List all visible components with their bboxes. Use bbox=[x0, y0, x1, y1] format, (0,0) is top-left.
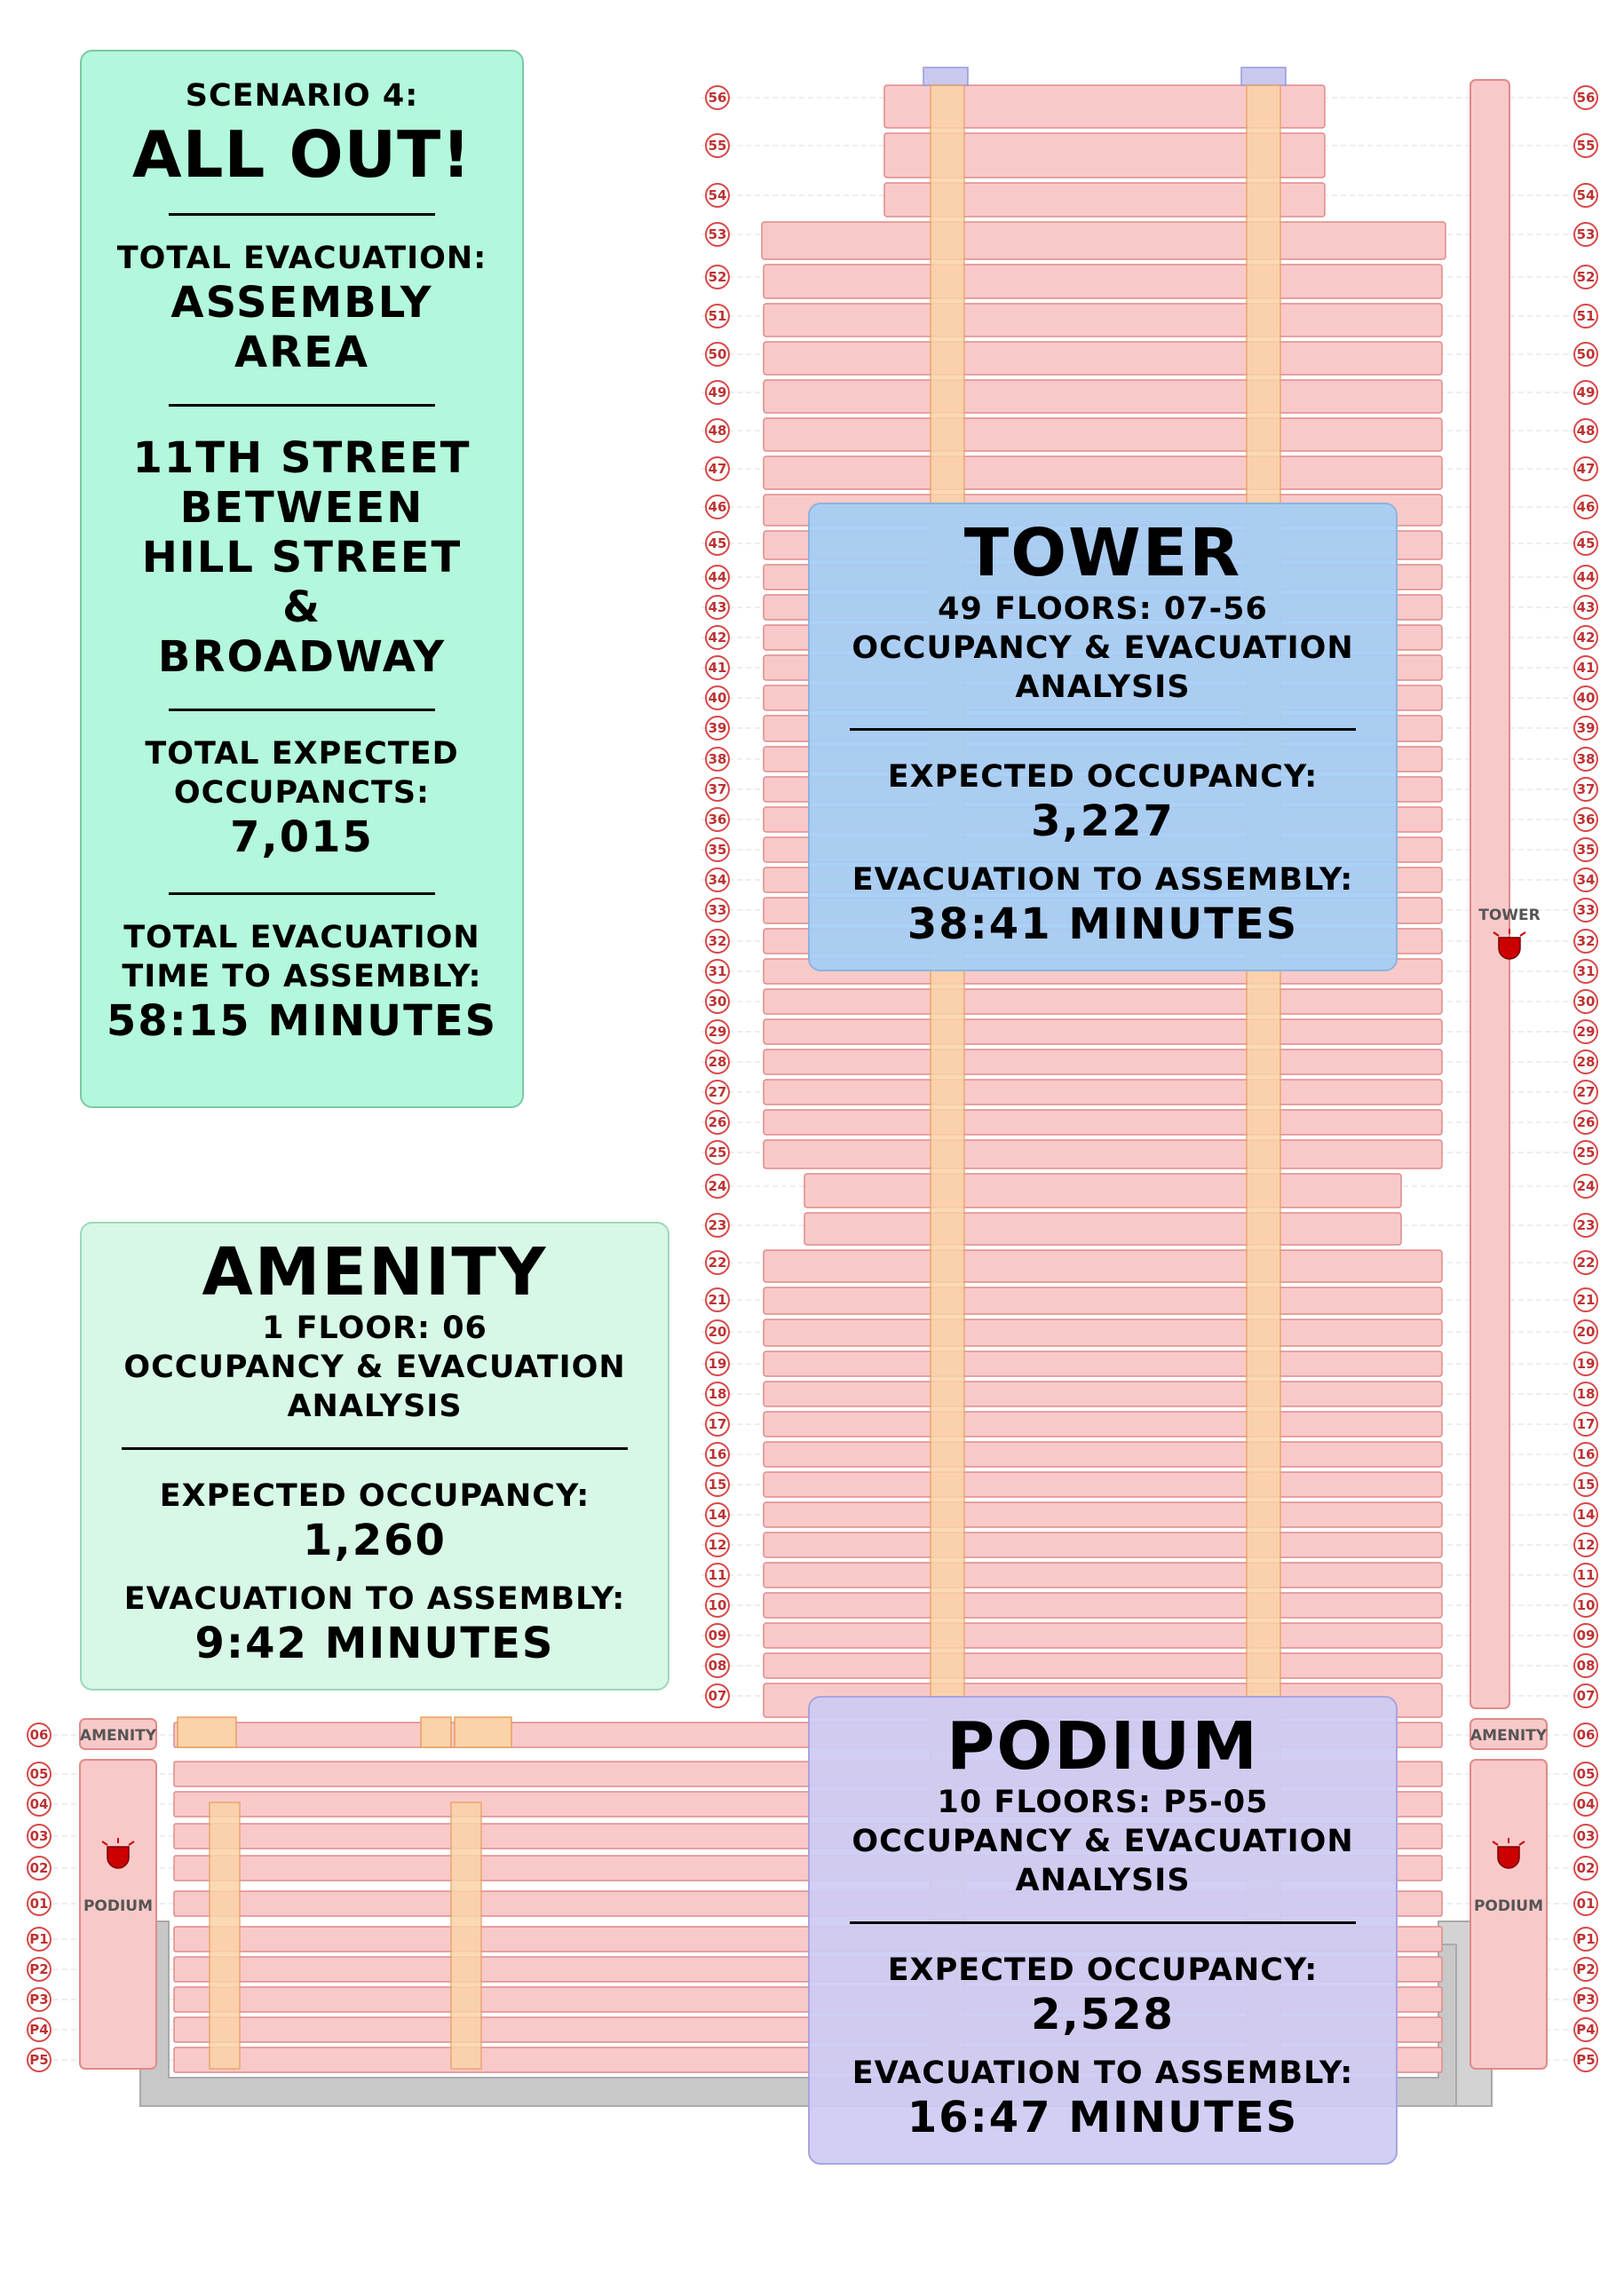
floor-label-text: 29 bbox=[1576, 1024, 1596, 1040]
floor-plate bbox=[764, 1250, 1442, 1282]
floor-plate bbox=[764, 380, 1442, 413]
floor-label-text: 50 bbox=[1576, 346, 1596, 362]
amenity-occupancy-label: EXPECTED OCCUPANCY: bbox=[159, 1478, 590, 1514]
floor-label-text: P5 bbox=[29, 2052, 49, 2068]
podium-evac-value: 16:47 MINUTES bbox=[907, 2093, 1299, 2142]
floor-label-text: P1 bbox=[1576, 1931, 1596, 1947]
floor-label-text: 52 bbox=[708, 269, 727, 285]
podium-analysis-2: ANALYSIS bbox=[1015, 1863, 1191, 1898]
floor-label-text: 05 bbox=[1576, 1766, 1596, 1782]
floor-label-text: 42 bbox=[1576, 630, 1596, 645]
divider bbox=[850, 728, 1356, 731]
stair-core-shaft bbox=[210, 1802, 240, 2069]
tower-panel bbox=[808, 503, 1398, 971]
floor-label-text: 09 bbox=[1576, 1628, 1596, 1643]
floor-label-text: P4 bbox=[29, 2022, 49, 2038]
fire-alarm-icon-ray bbox=[1520, 932, 1525, 936]
podium-analysis-1: OCCUPANCY & EVACUATION bbox=[852, 1824, 1354, 1859]
floor-label-text: 50 bbox=[708, 346, 727, 362]
floor-plate bbox=[764, 1319, 1442, 1346]
floor-plate bbox=[764, 989, 1442, 1014]
floor-label-text: 19 bbox=[708, 1356, 727, 1372]
floor-label-text: 16 bbox=[1576, 1446, 1596, 1462]
floor-label-text: 07 bbox=[1576, 1688, 1596, 1704]
floor-label-text: 30 bbox=[1576, 994, 1596, 1010]
podium-evac-label: EVACUATION TO ASSEMBLY: bbox=[852, 2055, 1354, 2091]
floor-label-text: P3 bbox=[29, 1992, 49, 2008]
floor-label-text: 42 bbox=[708, 630, 727, 645]
floor-label-text: 23 bbox=[1576, 1217, 1596, 1233]
floor-label-text: 15 bbox=[1576, 1477, 1596, 1493]
total-evacuation-value-1: ASSEMBLY bbox=[170, 278, 433, 328]
amenity-side-label-right: AMENITY bbox=[1470, 1727, 1548, 1745]
floor-label-text: 21 bbox=[708, 1292, 727, 1308]
floor-label-text: 26 bbox=[708, 1114, 727, 1130]
floor-label-text: 03 bbox=[1576, 1828, 1596, 1844]
scenario-title: ALL OUT! bbox=[131, 117, 472, 192]
floor-label-text: 55 bbox=[708, 138, 727, 154]
floor-label-text: 26 bbox=[1576, 1114, 1596, 1130]
roof-element bbox=[1241, 67, 1286, 85]
floor-plate bbox=[804, 1174, 1401, 1208]
floor-label-text: 55 bbox=[1576, 138, 1596, 154]
floor-plate bbox=[764, 265, 1442, 298]
amenity-core-block bbox=[455, 1717, 511, 1747]
floor-plate bbox=[762, 222, 1446, 259]
divider bbox=[850, 1921, 1356, 1924]
divider bbox=[169, 892, 435, 895]
floor-label-text: 36 bbox=[1576, 812, 1596, 828]
total-evacuation-value-2: AREA bbox=[234, 328, 370, 377]
floor-label-text: 34 bbox=[708, 872, 727, 888]
occupants-value: 7,015 bbox=[230, 812, 374, 862]
floor-label-text: 06 bbox=[1576, 1727, 1596, 1743]
amenity-core-block bbox=[178, 1717, 236, 1747]
floor-label-text: 03 bbox=[29, 1828, 49, 1844]
floor-label-text: 29 bbox=[708, 1024, 727, 1040]
amenity-analysis-2: ANALYSIS bbox=[287, 1389, 463, 1424]
floor-label-text: 16 bbox=[708, 1446, 727, 1462]
floor-label-text: 39 bbox=[708, 720, 727, 736]
amenity-floors: 1 FLOOR: 06 bbox=[262, 1311, 487, 1346]
floor-label-text: 21 bbox=[1576, 1292, 1596, 1308]
location-line-1: 11TH STREET bbox=[132, 433, 471, 483]
floor-plate bbox=[764, 456, 1442, 489]
time-label-1: TOTAL EVACUATION bbox=[123, 920, 480, 955]
floor-label-text: 02 bbox=[1576, 1860, 1596, 1876]
floor-label-text: 35 bbox=[708, 842, 727, 858]
floor-plate bbox=[764, 1412, 1442, 1437]
amenity-core-block bbox=[421, 1717, 451, 1747]
floor-label-text: 45 bbox=[1576, 535, 1596, 551]
floor-label-text: 33 bbox=[708, 902, 727, 918]
floor-plate bbox=[764, 418, 1442, 451]
floor-label-text: 34 bbox=[1576, 872, 1596, 888]
stair-core-shaft bbox=[451, 1802, 481, 2069]
floor-label-text: 08 bbox=[708, 1658, 727, 1674]
floor-plate bbox=[764, 1442, 1442, 1467]
floor-label-text: 27 bbox=[708, 1084, 727, 1100]
floor-label-text: 56 bbox=[1576, 90, 1596, 106]
floor-plate bbox=[764, 342, 1442, 375]
floor-label-text: 44 bbox=[708, 569, 727, 585]
divider bbox=[169, 404, 435, 407]
floor-label-text: 09 bbox=[708, 1628, 727, 1643]
fire-alarm-icon bbox=[107, 1847, 129, 1868]
tower-side-bar bbox=[1470, 80, 1509, 1708]
floor-label-text: 30 bbox=[708, 994, 727, 1010]
occupants-label-1: TOTAL EXPECTED bbox=[145, 736, 459, 772]
floor-label-text: 23 bbox=[708, 1217, 727, 1233]
floor-label-text: 11 bbox=[708, 1567, 727, 1583]
floor-label-text: P3 bbox=[1576, 1992, 1596, 2008]
floor-plate bbox=[764, 1382, 1442, 1406]
floor-label-text: 01 bbox=[29, 1896, 49, 1912]
floor-label-text: 38 bbox=[708, 751, 727, 767]
tower-title: TOWER bbox=[963, 515, 1242, 591]
tower-occupancy-value: 3,227 bbox=[1031, 796, 1175, 846]
floor-plate bbox=[764, 1532, 1442, 1557]
floor-label-text: 10 bbox=[1576, 1597, 1596, 1613]
floor-label-text: 20 bbox=[708, 1324, 727, 1340]
amenity-occupancy-value: 1,260 bbox=[303, 1516, 447, 1565]
tower-occupancy-label: EXPECTED OCCUPANCY: bbox=[887, 759, 1319, 795]
location-line-3: HILL STREET bbox=[141, 533, 463, 582]
floor-label-text: 02 bbox=[29, 1860, 49, 1876]
floor-plate bbox=[764, 1623, 1442, 1648]
floor-plate bbox=[764, 1472, 1442, 1497]
floor-label-text: P5 bbox=[1576, 2052, 1596, 2068]
floor-label-text: 22 bbox=[708, 1255, 727, 1271]
floor-label-text: 39 bbox=[1576, 720, 1596, 736]
floor-label-text: P4 bbox=[1576, 2022, 1596, 2038]
tower-analysis-1: OCCUPANCY & EVACUATION bbox=[852, 630, 1354, 666]
floor-label-text: 52 bbox=[1576, 269, 1596, 285]
floor-label-text: 28 bbox=[708, 1054, 727, 1070]
floor-label-text: 54 bbox=[1576, 187, 1596, 203]
floor-label-text: 51 bbox=[1576, 308, 1596, 324]
floor-label-text: 07 bbox=[708, 1688, 727, 1704]
divider bbox=[169, 213, 435, 216]
amenity-evac-value: 9:42 MINUTES bbox=[194, 1619, 555, 1668]
floor-label-text: 46 bbox=[708, 499, 727, 515]
floor-label-text: 47 bbox=[708, 461, 727, 477]
podium-floors: 10 FLOORS: P5-05 bbox=[937, 1785, 1269, 1820]
floor-plate bbox=[764, 1019, 1442, 1044]
floor-label-text: 06 bbox=[29, 1727, 49, 1743]
floor-label-text: 31 bbox=[708, 963, 727, 979]
floor-label-text: 41 bbox=[1576, 660, 1596, 676]
floor-label-text: 04 bbox=[1576, 1796, 1596, 1812]
floor-plate bbox=[764, 1140, 1442, 1168]
podium-title: PODIUM bbox=[947, 1708, 1259, 1785]
location-line-2: BETWEEN bbox=[179, 483, 424, 533]
floor-label-text: 25 bbox=[708, 1144, 727, 1160]
tower-floors: 49 FLOORS: 07-56 bbox=[938, 591, 1268, 627]
floor-label-text: 12 bbox=[1576, 1537, 1596, 1553]
floor-label-text: 18 bbox=[708, 1386, 727, 1402]
floor-label-text: 20 bbox=[1576, 1324, 1596, 1340]
floor-label-text: 32 bbox=[1576, 933, 1596, 949]
floor-plate bbox=[764, 1653, 1442, 1678]
floor-label-text: 36 bbox=[708, 812, 727, 828]
tower-side-label: TOWER bbox=[1478, 907, 1541, 924]
floor-label-text: 15 bbox=[708, 1477, 727, 1493]
floor-label-text: 37 bbox=[1576, 781, 1596, 797]
amenity-title: AMENITY bbox=[202, 1234, 548, 1311]
podium-side-label-left: PODIUM bbox=[83, 1897, 154, 1915]
floor-label-text: 17 bbox=[1576, 1416, 1596, 1432]
floor-label-text: 49 bbox=[1576, 384, 1596, 400]
floor-label-text: 32 bbox=[708, 933, 727, 949]
floor-label-text: 56 bbox=[708, 90, 727, 106]
floor-plate bbox=[764, 1563, 1442, 1588]
floor-label-text: 43 bbox=[1576, 599, 1596, 615]
amenity-analysis-1: OCCUPANCY & EVACUATION bbox=[123, 1350, 626, 1385]
floor-plate bbox=[764, 1502, 1442, 1527]
tower-evac-label: EVACUATION TO ASSEMBLY: bbox=[852, 862, 1354, 898]
floor-label-text: 47 bbox=[1576, 461, 1596, 477]
floor-label-text: 19 bbox=[1576, 1356, 1596, 1372]
floor-label-text: 37 bbox=[708, 781, 727, 797]
amenity-side-label-left: AMENITY bbox=[79, 1727, 157, 1745]
floor-label-text: 41 bbox=[708, 660, 727, 676]
floor-label-text: 51 bbox=[708, 308, 727, 324]
floor-label-text: 17 bbox=[708, 1416, 727, 1432]
floor-label-text: P1 bbox=[29, 1931, 49, 1947]
floor-label-text: 43 bbox=[708, 599, 727, 615]
floor-label-text: 31 bbox=[1576, 963, 1596, 979]
podium-panel bbox=[808, 1696, 1398, 2165]
floor-label-text: 14 bbox=[708, 1507, 727, 1523]
scenario-summary-panel bbox=[80, 50, 524, 1108]
occupants-label-2: OCCUPANCTS: bbox=[173, 775, 431, 811]
floor-label-text: 54 bbox=[708, 187, 727, 203]
podium-occupancy-value: 2,528 bbox=[1031, 1990, 1175, 2039]
location-line-5: BROADWAY bbox=[157, 632, 447, 682]
time-value: 58:15 MINUTES bbox=[106, 996, 498, 1046]
tower-evac-value: 38:41 MINUTES bbox=[907, 899, 1299, 949]
divider bbox=[122, 1447, 628, 1450]
floor-label-text: 48 bbox=[1576, 423, 1596, 439]
fire-alarm-icon bbox=[1499, 938, 1520, 959]
floor-label-text: 05 bbox=[29, 1766, 49, 1782]
floor-label-text: 04 bbox=[29, 1796, 49, 1812]
floor-label-text: 12 bbox=[708, 1537, 727, 1553]
floor-plate bbox=[764, 304, 1442, 337]
podium-occupancy-label: EXPECTED OCCUPANCY: bbox=[887, 1952, 1319, 1988]
floor-label-text: 01 bbox=[1576, 1896, 1596, 1912]
floor-label-text: 44 bbox=[1576, 569, 1596, 585]
floor-label-text: 18 bbox=[1576, 1386, 1596, 1402]
floor-label-text: P2 bbox=[29, 1961, 49, 1977]
fire-alarm-icon bbox=[1498, 1847, 1519, 1868]
floor-label-text: 48 bbox=[708, 423, 727, 439]
scenario-label: SCENARIO 4: bbox=[185, 78, 419, 114]
floor-plate bbox=[764, 1080, 1442, 1105]
floor-plate bbox=[764, 1110, 1442, 1135]
time-label-2: TIME TO ASSEMBLY: bbox=[122, 959, 482, 994]
location-line-4: & bbox=[282, 582, 321, 632]
floor-label-text: 40 bbox=[1576, 690, 1596, 706]
floor-label-text: 45 bbox=[708, 535, 727, 551]
floor-label-text: 27 bbox=[1576, 1084, 1596, 1100]
amenity-evac-label: EVACUATION TO ASSEMBLY: bbox=[123, 1581, 626, 1617]
roof-element bbox=[923, 67, 968, 85]
total-evacuation-label: TOTAL EVACUATION: bbox=[116, 241, 487, 276]
floor-label-text: 33 bbox=[1576, 902, 1596, 918]
floor-label-text: 25 bbox=[1576, 1144, 1596, 1160]
floor-plate bbox=[764, 1593, 1442, 1618]
floor-label-text: 53 bbox=[708, 226, 727, 242]
floor-label-text: P2 bbox=[1576, 1961, 1596, 1977]
floor-label-text: 46 bbox=[1576, 499, 1596, 515]
floor-label-text: 35 bbox=[1576, 842, 1596, 858]
floor-label-text: 22 bbox=[1576, 1255, 1596, 1271]
amenity-panel bbox=[80, 1222, 669, 1691]
floor-label-text: 08 bbox=[1576, 1658, 1596, 1674]
floor-plate bbox=[804, 1213, 1401, 1245]
floor-label-text: 49 bbox=[708, 384, 727, 400]
floor-label-text: 53 bbox=[1576, 226, 1596, 242]
tower-analysis-2: ANALYSIS bbox=[1015, 669, 1191, 705]
podium-side-label-right: PODIUM bbox=[1473, 1897, 1544, 1915]
divider bbox=[169, 709, 435, 711]
floor-label-text: 14 bbox=[1576, 1507, 1596, 1523]
floor-label-text: 24 bbox=[1576, 1178, 1596, 1194]
floor-label-text: 40 bbox=[708, 690, 727, 706]
floor-label-text: 28 bbox=[1576, 1054, 1596, 1070]
floor-plate bbox=[764, 1049, 1442, 1074]
floor-label-text: 11 bbox=[1576, 1567, 1596, 1583]
floor-plate bbox=[764, 1351, 1442, 1376]
floor-plate bbox=[764, 1287, 1442, 1314]
floor-label-text: 10 bbox=[708, 1597, 727, 1613]
floor-label-text: 24 bbox=[708, 1178, 727, 1194]
floor-label-text: 38 bbox=[1576, 751, 1596, 767]
